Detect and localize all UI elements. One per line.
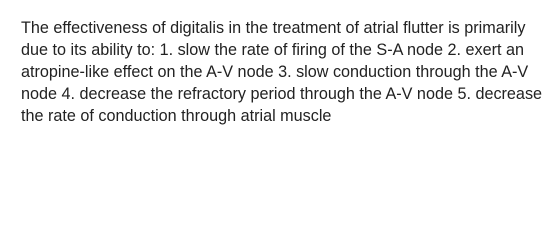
question-text: The effectiveness of digitalis in the treatment of atrial flutter is primarily due to its ability to: 1. slow the rate of firing of the S-A node 2. exert an atropine-like effect on the A-V node 3. slow conduction through the A-V node 4. decrease the refractory period through the A-V node 5. decrease the rate of conduction through atrial muscle (21, 19, 543, 125)
